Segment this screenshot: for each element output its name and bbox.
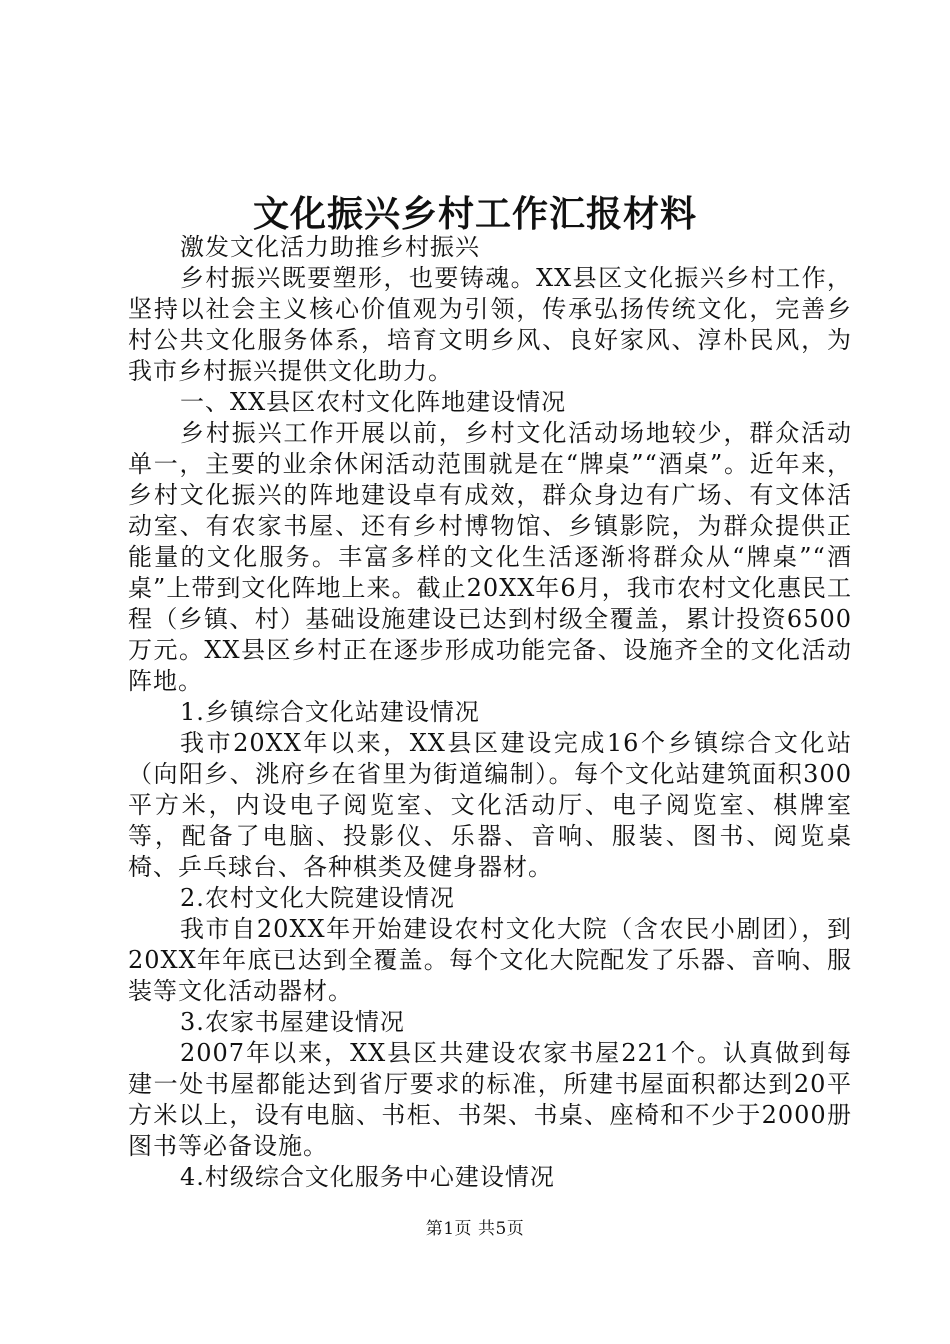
- paragraph-subtitle: 激发文化活力助推乡村振兴: [180, 233, 480, 261]
- paragraph-subsection-1: 我市20XX年以来，XX县区建设完成16个乡镇综合文化站（向阳乡、洮府乡在省里为街道编制）。每个文化站建筑面积300平方米，内设电子阅览室、文化活动厅、电子阅览室、棋牌室等，配备了电脑、投影仪、乐器、音响、服装、图书、阅览桌椅、乒乓球台、各种棋类及健身器材。: [128, 729, 852, 881]
- page-footer: 第1页 共5页: [425, 1219, 525, 1239]
- document-body: [128, 232, 852, 1193]
- paragraph-intro: 乡村振兴既要塑形，也要铸魂。XX县区文化振兴乡村工作，坚持以社会主义核心价值观为引领，传承弘扬传统文化，完善乡村公共文化服务体系，培育文明乡风、良好家风、淳朴民风，为我市乡村振兴提供文化助力。: [128, 264, 852, 385]
- section-heading-1: 一、XX县区农村文化阵地建设情况: [180, 388, 567, 416]
- subsection-heading-1: 1.乡镇综合文化站建设情况: [180, 698, 480, 726]
- subsection-heading-2: 2.农村文化大院建设情况: [180, 884, 455, 912]
- paragraph-section-1: 乡村振兴工作开展以前，乡村文化活动场地较少，群众活动单一，主要的业余休闲活动范围就是在“牌桌”“酒桌”。近年来，乡村文化振兴的阵地建设卓有成效，群众身边有广场、有文体活动室、有农家书屋、还有乡村博物馆、乡镇影院，为群众提供正能量的文化服务。丰富多样的文化生活逐渐将群众从“牌桌”“酒桌”上带到文化阵地上来。截止20XX年6月，我市农村文化惠民工程（乡镇、村）基础设施建设已达到村级全覆盖，累计投资6500万元。XX县区乡村正在逐步形成功能完备、设施齐全的文化活动阵地。: [128, 419, 852, 695]
- subsection-heading-3: 3.农家书屋建设情况: [180, 1008, 405, 1036]
- paragraph-subsection-2: 我市自20XX年开始建设农村文化大院（含农民小剧团），到20XX年年底已达到全覆盖。每个文化大院配发了乐器、音响、服装等文化活动器材。: [128, 915, 852, 1005]
- paragraph-subsection-3: 2007年以来，XX县区共建设农家书屋221个。认真做到每建一处书屋都能达到省厅要求的标准，所建书屋面积都达到20平方米以上，设有电脑、书柜、书架、书桌、座椅和不少于2000册图书等必备设施。: [128, 1039, 852, 1160]
- subsection-heading-4: 4.村级综合文化服务中心建设情况: [180, 1163, 555, 1191]
- document-title: 文化振兴乡村工作汇报材料: [252, 193, 697, 235]
